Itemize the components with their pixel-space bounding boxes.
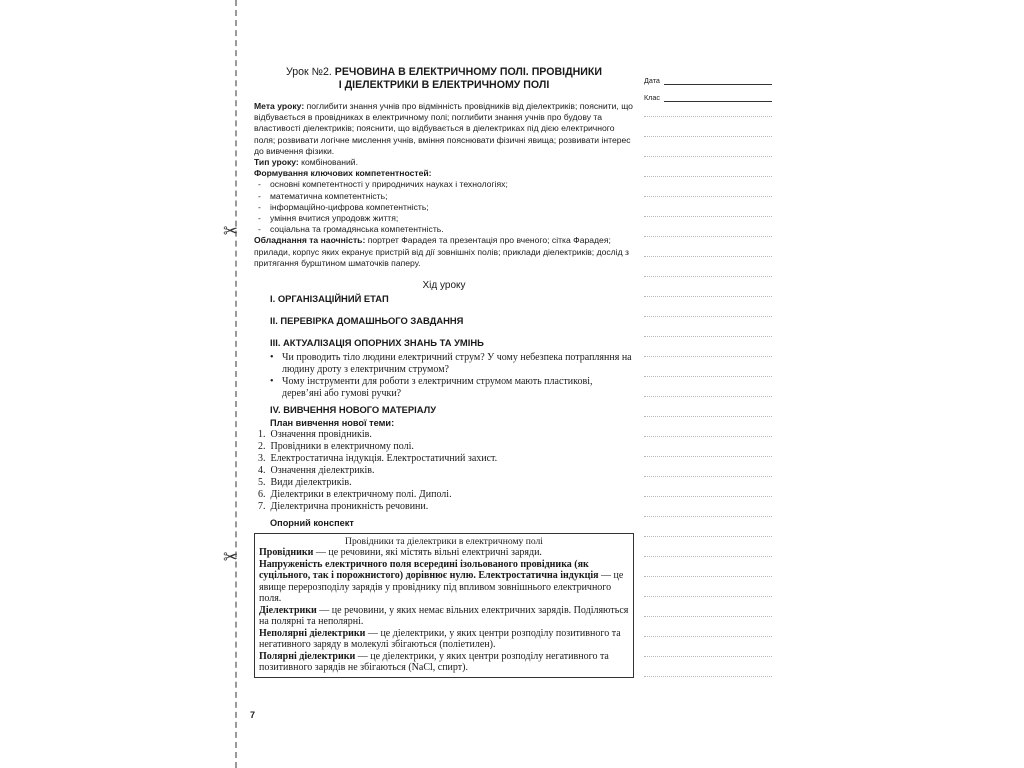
note-line bbox=[644, 196, 772, 197]
note-line bbox=[644, 176, 772, 177]
note-line bbox=[644, 116, 772, 117]
note-line bbox=[644, 456, 772, 457]
box-paragraph: Напруженість електричного поля всередині ізольованого провідника (як суцільного, так і порожнистого) дорівнює нулю. Електростатична індукція — це явище перерозподілу зарядів у провіднику під впливом зовнішнього електричного поля. bbox=[259, 558, 624, 605]
equipment: Обладнання та наочність: портрет Фарадея та презентація про вченого; сітка Фарадея; прилади, корпус яких екранує пристрій від дії зовнішніх полів; приклади діелектриків; дослід з притягання бурштином шматочків паперу. bbox=[254, 235, 629, 268]
list-item: 4. Означення діелектриків. bbox=[258, 465, 375, 477]
note-line bbox=[644, 356, 772, 357]
list-item: 1. Означення провідників. bbox=[258, 428, 372, 440]
section-heading: ІІ. ПЕРЕВІРКА ДОМАШНЬОГО ЗАВДАННЯ bbox=[270, 315, 464, 327]
note-line bbox=[644, 596, 772, 597]
note-line bbox=[644, 136, 772, 137]
note-line bbox=[644, 516, 772, 517]
cut-line bbox=[235, 0, 237, 768]
note-line bbox=[644, 156, 772, 157]
note-line bbox=[644, 496, 772, 497]
list-item: - математична компетентність; bbox=[254, 191, 634, 202]
note-line bbox=[644, 416, 772, 417]
list-item: - соціальна та громадянська компетентність. bbox=[254, 224, 634, 235]
note-line bbox=[644, 536, 772, 537]
list-item: 2. Провідники в електричному полі. bbox=[258, 440, 414, 452]
list-item: - основні компетентності у природничих науках і технологіях; bbox=[254, 179, 634, 190]
date-field[interactable]: Дата bbox=[644, 70, 772, 85]
box-paragraph: Діелектрики — це речовини, у яких немає вільних електричних зарядів. Поділяються на полярні та неполярні. bbox=[259, 604, 629, 628]
side-fields bbox=[644, 70, 772, 102]
list-item: • Чому інструменти для роботи з електричним струмом мають пластикові, дерев’яні або гумові ручки? bbox=[270, 376, 634, 399]
box-paragraph: Провідники — це речовини, які містять вільні електричні заряди. bbox=[259, 547, 542, 559]
scissors-icon: ✂ bbox=[223, 221, 239, 241]
lesson-goal: Мета уроку: поглибити знання учнів про відмінність провідників від діелектриків; пояснити, що відбувається в провідниках в електричному полі; поглибити знання учнів про будову та властивості діелектриків; пояснити, що відбувається в діелектриках під дією електричного поля; розвивати логічне мислення учнів, вміння пояснювати фізичні явища; розвивати інтерес до вивчення фізики. bbox=[254, 101, 633, 156]
note-line bbox=[644, 576, 772, 577]
note-line bbox=[644, 376, 772, 377]
note-line bbox=[644, 476, 772, 477]
section-heading: ІІІ. АКТУАЛІЗАЦІЯ ОПОРНИХ ЗНАНЬ ТА УМІНЬ bbox=[270, 337, 484, 349]
note-line bbox=[644, 256, 772, 257]
note-line bbox=[644, 636, 772, 637]
section-heading: IV. ВИВЧЕННЯ НОВОГО МАТЕРІАЛУ bbox=[270, 403, 437, 415]
note-line bbox=[644, 656, 772, 657]
note-line bbox=[644, 436, 772, 437]
list-item: • Чи проводить тіло людини електричний струм? У чому небезпека потрапляння на людину дроту з електричним струмом? bbox=[270, 352, 634, 375]
list-item: 5. Види діелектриків. bbox=[258, 477, 352, 489]
note-line bbox=[644, 396, 772, 397]
title-line2: І ДІЕЛЕКТРИКИ В ЕЛЕКТРИЧНОМУ ПОЛІ bbox=[338, 79, 550, 91]
questions-list bbox=[270, 352, 634, 399]
reference-notes-box bbox=[254, 533, 634, 678]
note-line bbox=[644, 276, 772, 277]
list-item: 7. Діелектрична проникність речовини. bbox=[258, 501, 429, 513]
box-paragraph: Полярні діелектрики — це діелектрики, у яких центри розподілу негативного та позитивного зарядів не збігаються (NaCl, спирт). bbox=[259, 650, 609, 674]
box-title: Провідники та діелектрики в електричному полі bbox=[345, 535, 543, 547]
list-item: - інформаційно-цифрова компетентність; bbox=[254, 202, 634, 213]
title-prefix: Урок №2. bbox=[286, 66, 335, 78]
section-heading: І. ОРГАНІЗАЦІЙНИЙ ЕТАП bbox=[270, 293, 389, 305]
lesson-title bbox=[254, 66, 634, 92]
lesson-type: Тип уроку: комбінований. bbox=[254, 157, 358, 168]
lesson-content bbox=[254, 66, 634, 678]
lesson-course-heading: Хід уроку bbox=[422, 280, 466, 292]
title-line1: РЕЧОВИНА В ЕЛЕКТРИЧНОМУ ПОЛІ. ПРОВІДНИКИ bbox=[334, 66, 602, 78]
note-line bbox=[644, 316, 772, 317]
list-item: - уміння вчитися упродовж життя; bbox=[254, 213, 634, 224]
note-line bbox=[644, 216, 772, 217]
note-line bbox=[644, 676, 772, 677]
list-item: 6. Діелектрики в електричному полі. Диполі. bbox=[258, 489, 452, 501]
competences-list bbox=[254, 179, 634, 235]
class-field[interactable]: Клас bbox=[644, 87, 772, 102]
konspekt-heading: Опорний конспект bbox=[270, 518, 354, 529]
note-line bbox=[644, 296, 772, 297]
plan-list bbox=[258, 429, 634, 514]
competences-heading: Формування ключових компетентностей: bbox=[254, 168, 432, 179]
note-line bbox=[644, 616, 772, 617]
plan-heading: План вивчення нової теми: bbox=[270, 417, 395, 428]
page-number: 7 bbox=[250, 710, 256, 720]
scissors-icon: ✂ bbox=[223, 547, 239, 567]
list-item: 3. Електростатична індукція. Електростатичний захист. bbox=[258, 453, 498, 465]
note-line bbox=[644, 336, 772, 337]
note-line bbox=[644, 556, 772, 557]
box-paragraph: Неполярні діелектрики — це діелектрики, у яких центри розподілу позитивного та негативного заряду в молекулі збігаються (поліетилен). bbox=[259, 627, 621, 651]
note-line bbox=[644, 236, 772, 237]
